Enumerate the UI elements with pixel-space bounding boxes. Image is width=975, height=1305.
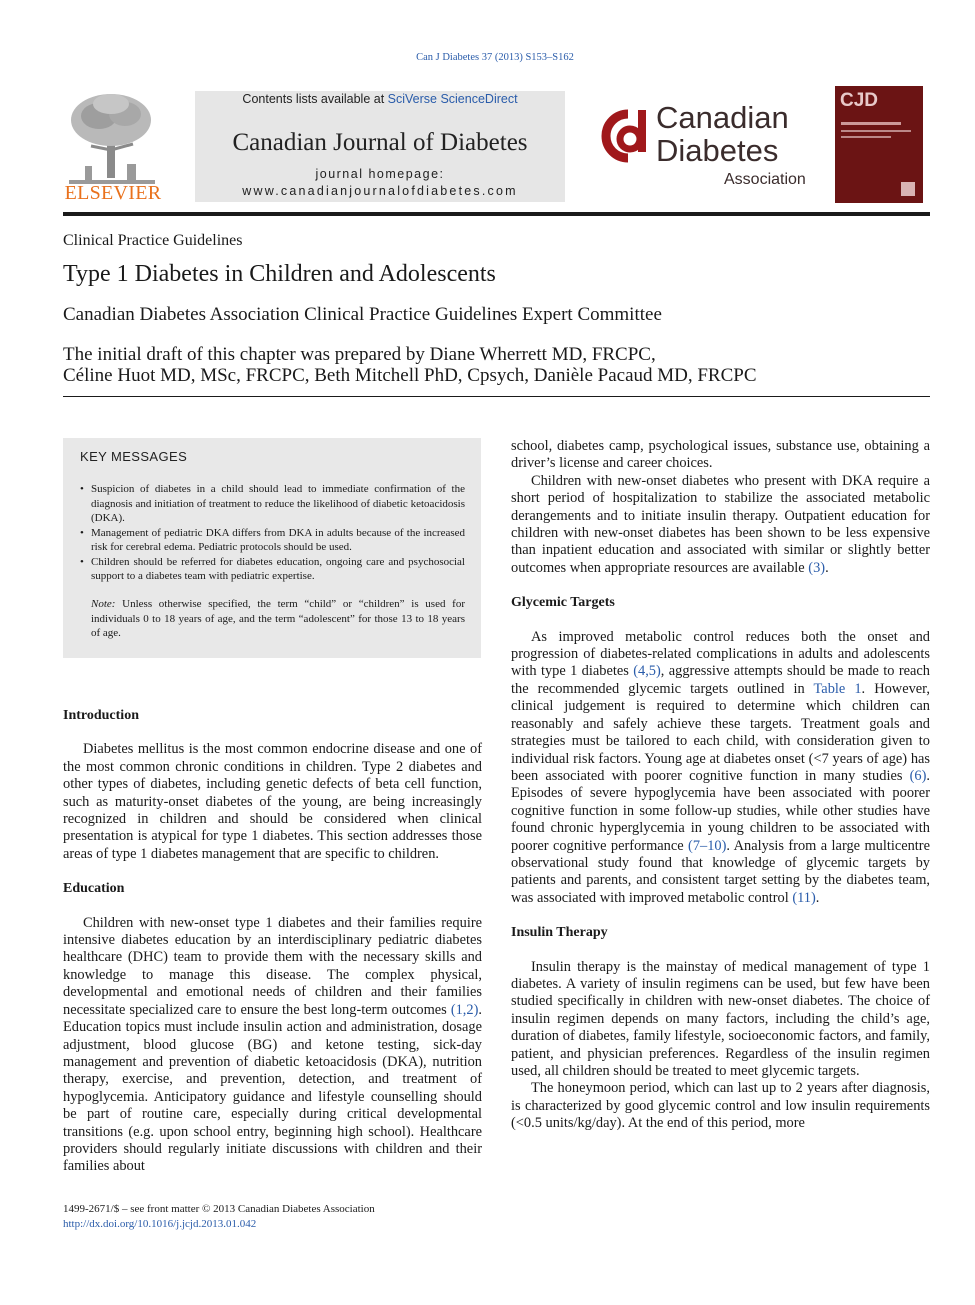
cda-line-diabetes: Diabetes [656,133,779,168]
journal-citation[interactable]: Can J Diabetes 37 (2013) S153–S162 [416,52,574,63]
insulin-therapy-heading: Insulin Therapy [511,925,608,941]
cda-line-association: Association [724,171,806,188]
key-messages-list [80,482,465,584]
left-column [63,707,482,1176]
reference-link[interactable]: (6) [909,767,927,784]
education-heading: Education [63,881,125,897]
journal-title: Canadian Journal of Diabetes [232,129,528,156]
section-label: Clinical Practice Guidelines [63,232,243,249]
key-message-item: • Suspicion of diabetes in a child should lead to immediate confirmation of the diagnosis and initiation of treatment to reduce the likelihood of diabetic ketoacidosis (DKA). [80,482,465,526]
education-paragraph-1-continued: school, diabetes camp, psychological issues, substance use, obtaining a driver’s license and career choices. [511,438,930,472]
issn-line: 1499-2671/$ – see front matter © 2013 Canadian Diabetes Association [63,1203,375,1215]
key-messages-box [63,438,481,658]
glycemic-text: . Episodes of severe hypoglycemia have been associated with poorer cognitive function in some follow-up studies, while other studies have found chronic hyperglycemia in young children to be associated with poorer cognitive performance [511,767,930,854]
contents-prefix: Contents lists available at [242,92,388,106]
homepage-link[interactable]: www.canadianjournalofdiabetes.com [242,184,518,198]
right-column [511,438,930,1133]
glycemic-targets-heading: Glycemic Targets [511,595,615,611]
introduction-heading: Introduction [63,708,139,723]
table-1-link[interactable]: Table 1 [813,680,862,697]
cover-line [841,136,891,138]
contents-line [195,92,565,106]
glycemic-targets-paragraph [511,629,930,908]
homepage-label: journal homepage: [315,167,445,181]
introduction-paragraph: Diabetes mellitus is the most common endocrine disease and one of the most common chronic conditions in children. Type 2 diabetes and other types of diabetes, including genetic defects of beta cell function, such as maturity-onset diabetes of the young, are being increasingly recognized in children and should be considered when clinical presentation is atypical for type 1 diabetes. This section addresses those areas of type 1 diabetes management that are specific to children. [63,741,482,862]
education-text: Children with new-onset diabetes who present with DKA require a short period of hospitalization to stabilize the associated metabolic derangements and to initiate insulin therapy. Outpatient education for children with new-onset diabetes has been shown to be less expensive than inpatient education and associated with similar or slightly better outcomes when appropriate resources are available [511,472,930,576]
cover-title: CJD [840,90,879,111]
elsevier-wordmark: ELSEVIER [64,182,162,204]
cover-line [841,122,901,125]
education-paragraph-1 [63,915,482,1176]
journal-cover-thumbnail[interactable] [835,86,923,203]
authors-block [63,344,757,386]
title-rule [63,396,930,397]
header-rule [63,212,930,216]
cda-logo[interactable] [594,100,822,192]
education-text: . Education topics must include insulin action and administration, dosage adjustment, blood glucose (BG) and ketone testing, sick-day management and prevention of diabetic ketoacidosis (DKA), nutrition therapy, exercise, and prevention, detection, and treatment of hypoglycemia. Anticipatory guidance and lifestyle counselling should be part of routine care, especially during critical developmental transitions (e.g. upon school entry, beginning high school). Healthcare providers should regularly initiate discussions with children and their families about [63,1001,482,1175]
insulin-therapy-paragraph-2: The honeymoon period, which can last up to 2 years after diagnosis, is characterized by good glycemic control and low insulin requirements (<0.5 units/kg/day). At the end of this period, more [511,1080,930,1132]
article-title: Type 1 Diabetes in Children and Adolescents [63,261,496,287]
cda-mark-icon [594,106,656,166]
glycemic-text: . However, clinical judgement is required to determine which children can reasonably and safely achieve these targets. Treatment goals and strategies must be tailored to each child, with consideration given to individual risk factors. Young age at diabetes onset (<7 years of age) has been associated with poorer cognitive function in many studies [511,680,930,784]
note-label: Note: [91,598,116,610]
elsevier-logo[interactable] [63,90,163,205]
insulin-therapy-paragraph-1: Insulin therapy is the mainstay of medical management of type 1 diabetes. A variety of insulin regimens can be used, but few have been studied specifically in children with new-onset diabetes. The choice of insulin regimen depends on many factors, including the child’s age, duration of diabetes, family lifestyle, socioeconomic factors, and family, patient, and physician preferences. Regardless of the insulin regimen used, all children should be treated to meet glycemic targets. [511,958,930,1079]
cover-line [841,130,911,132]
journal-banner [195,91,565,202]
doi-link[interactable]: http://dx.doi.org/10.1016/j.jcjd.2013.01.042 [63,1218,257,1230]
reference-link[interactable]: (11) [792,889,816,906]
glycemic-text: . Analysis from a large multicentre observational study found that knowledge of glycemic targets by patients and parents, and consistent target setting by the diabetes team, was associated with improved metabolic control [511,837,930,906]
footer [63,1202,375,1232]
committee-name: Canadian Diabetes Association Clinical Practice Guidelines Expert Committee [63,304,662,325]
glycemic-text: . [815,889,820,906]
key-messages-heading: KEY MESSAGES [80,449,188,464]
education-paragraph-2 [511,473,930,577]
cover-emblem [901,182,915,196]
authors-line-2: Céline Huot MD, MSc, FRCPC, Beth Mitchell PhD, Cpsych, Danièle Pacaud MD, FRCPC [63,365,757,386]
authors-line-1: The initial draft of this chapter was prepared by Diane Wherrett MD, FRCPC, [63,344,656,365]
note-text: Unless otherwise specified, the term “child” or “children” is used for individuals 0 to 18 years of age, and the term “adolescent” for those 13 to 18 years of age. [91,598,465,639]
sciencedirect-link[interactable]: SciVerse ScienceDirect [387,92,518,106]
reference-link[interactable]: (3) [808,559,826,576]
key-message-item: • Children should be referred for diabetes education, ongoing care and psychosocial support to a diabetes team with pediatric expertise. [80,555,465,584]
reference-link[interactable]: (1,2) [450,1001,479,1018]
cda-line-canadian: Canadian [656,100,789,135]
education-text: . [825,559,829,576]
glycemic-text: , aggressive attempts should be made to reach the recommended glycemic targets outlined in [511,663,930,697]
reference-link[interactable]: (7–10) [688,837,727,854]
glycemic-text: As improved metabolic control reduces both the onset and progression of diabetes-related complications in adults and adolescents with type 1 diabetes [511,628,930,680]
key-message-item: • Management of pediatric DKA differs from DKA in adults because of the increased risk for cerebral edema. Pediatric protocols should be used. [80,526,465,555]
education-text: Children with new-onset type 1 diabetes and their families require intensive diabetes education by an interdisciplinary pediatric diabetes healthcare (DHC) team to provide them with the necessary skills and knowledge to manage this disease. The complex physical, developmental and emotional needs of children and their families necessitate specialized care to ensure the best long-term outcomes [63,914,482,1018]
key-messages-note [91,597,465,641]
reference-link[interactable]: (4,5) [633,663,661,680]
